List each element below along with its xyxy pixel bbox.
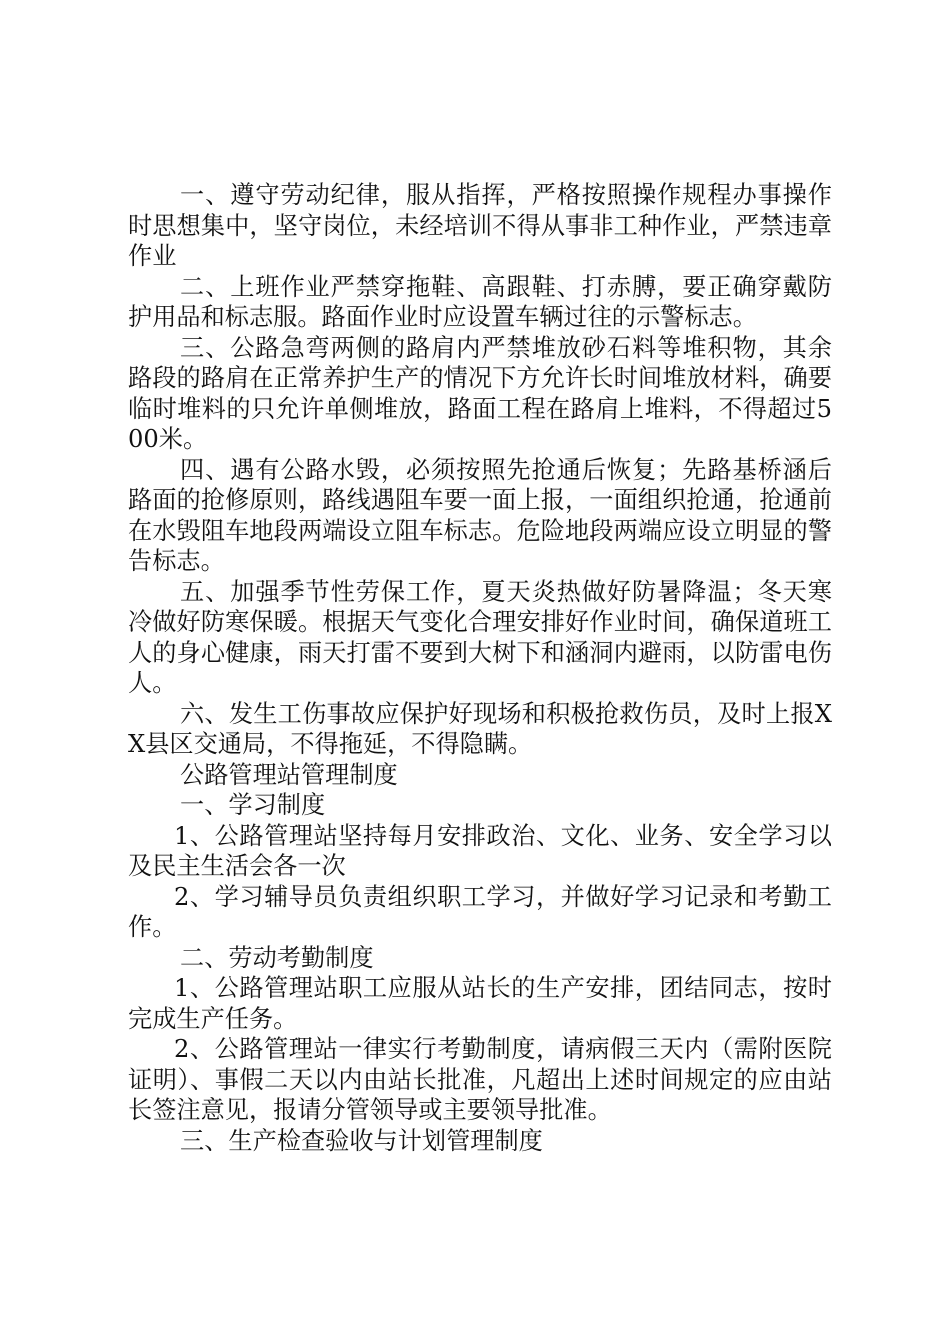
section-title: 公路管理站管理制度 [180, 760, 398, 789]
paragraph-rule-2: 二、上班作业严禁穿拖鞋、高跟鞋、打赤膊，要正确穿戴防护用品和标志服。路面作业时应设置车辆过往的示警标志。 [128, 272, 832, 331]
paragraph-rule-5: 五、加强季节性劳保工作，夏天炎热做好防暑降温；冬天寒冷做好防寒保暖。根据天气变化合理安排好作业时间，确保道班工人的身心健康，雨天打雷不要到大树下和涵洞内避雨，以防雷电伤人。 [128, 577, 832, 697]
paragraph-attendance-1: 1、公路管理站职工应服从站长的生产安排，团结同志，按时完成生产任务。 [128, 974, 832, 1033]
document-body [128, 180, 832, 1156]
paragraph-study-2: 2、学习辅导员负责组织职工学习，并做好学习记录和考勤工作。 [128, 882, 832, 941]
subsection-heading-study: 一、学习制度 [180, 791, 326, 819]
paragraph-attendance-2: 2、公路管理站一律实行考勤制度，请病假三天内（需附医院证明）、事假二天以内由站长批准，凡超出上述时间规定的应由站长签注意见，报请分管领导或主要领导批准。 [128, 1035, 832, 1124]
subsection-heading-inspection: 三、生产检查验收与计划管理制度 [180, 1126, 543, 1155]
paragraph-rule-3: 三、公路急弯两侧的路肩内严禁堆放砂石料等堆积物，其余路段的路肩在正常养护生产的情况下方允许长时间堆放材料，确要临时堆料的只允许单侧堆放，路面工程在路肩上堆料，不得超过500米。 [128, 333, 832, 453]
paragraph-rule-4: 四、遇有公路水毁，必须按照先抢通后恢复；先路基桥涵后路面的抢修原则，路线遇阻车要一面上报，一面组织抢通，抢通前在水毁阻车地段两端设立阻车标志。危险地段两端应设立明显的警告标志。 [128, 455, 832, 575]
paragraph-rule-1: 一、遵守劳动纪律，服从指挥，严格按照操作规程办事操作时思想集中，坚守岗位，未经培训不得从事非工种作业，严禁违章作业 [128, 181, 832, 270]
subsection-heading-attendance: 二、劳动考勤制度 [180, 943, 374, 972]
paragraph-rule-6: 六、发生工伤事故应保护好现场和积极抢救伤员，及时上报XX县区交通局，不得拖延，不得隐瞒。 [128, 699, 832, 758]
paragraph-study-1: 1、公路管理站坚持每月安排政治、文化、业务、安全学习以及民主生活会各一次 [128, 821, 832, 880]
